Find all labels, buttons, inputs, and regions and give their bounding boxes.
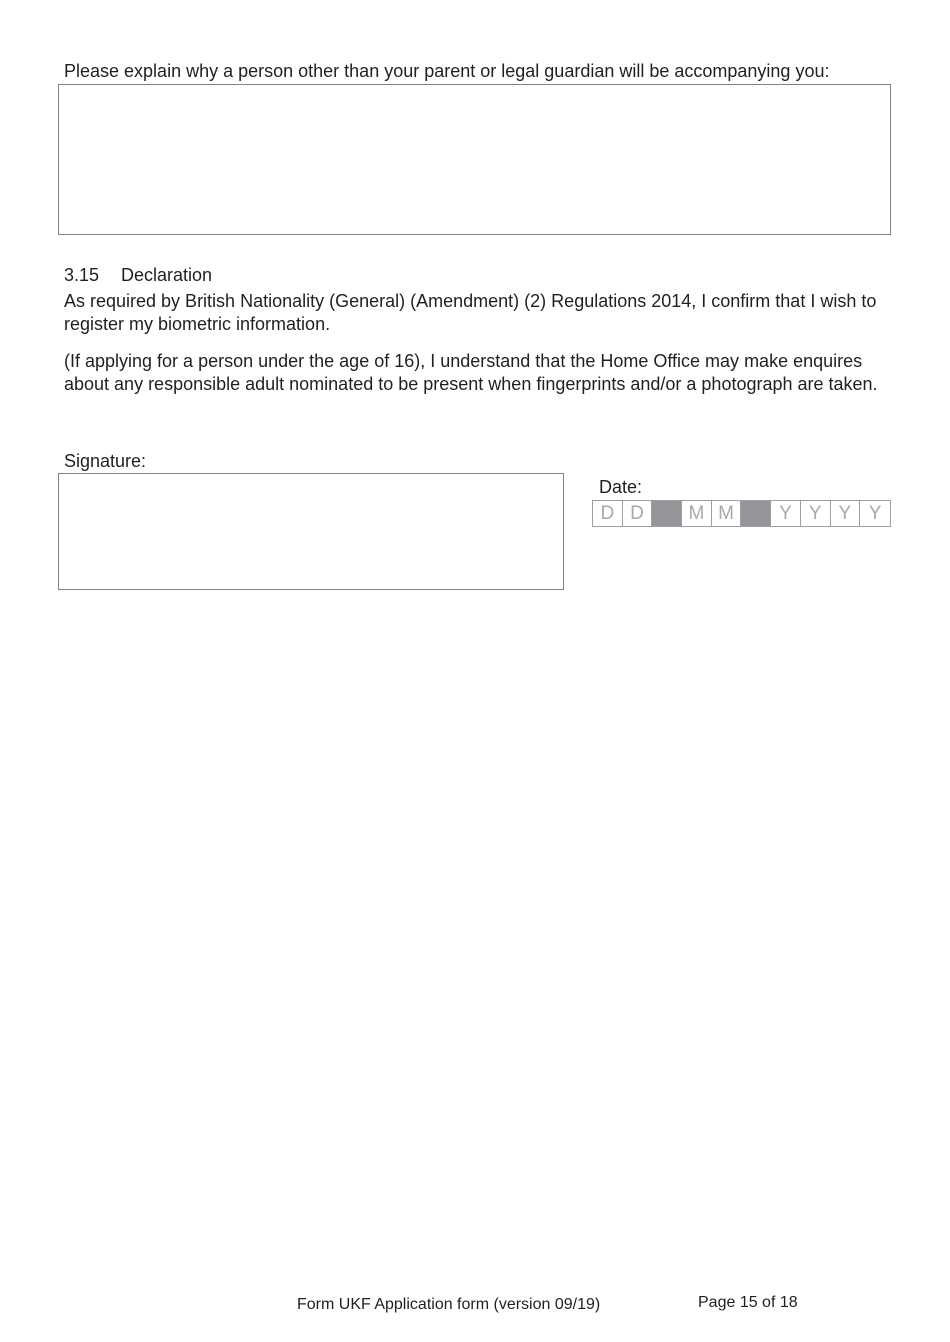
signature-box[interactable] bbox=[58, 473, 564, 590]
date-field[interactable] bbox=[592, 500, 891, 527]
date-separator-2 bbox=[741, 501, 771, 526]
declaration-paragraph-2: (If applying for a person under the age of 16), I understand that the Home Office may make enquires about any responsible adult nominated to be present when fingerprints and/or a photograph are taken. bbox=[64, 351, 878, 394]
section-title: Declaration bbox=[121, 265, 213, 285]
declaration-paragraph-1: As required by British Nationality (General) (Amendment) (2) Regulations 2014, I confirm that I wish to register my biometric information. bbox=[64, 291, 877, 334]
date-year-4[interactable]: Y bbox=[860, 501, 890, 526]
explain-question: Please explain why a person other than your parent or legal guardian will be accompanying you: bbox=[64, 61, 830, 81]
date-year-1[interactable]: Y bbox=[771, 501, 801, 526]
date-month-2[interactable]: M bbox=[712, 501, 742, 526]
signature-label: Signature: bbox=[64, 451, 147, 471]
date-month-1[interactable]: M bbox=[682, 501, 712, 526]
date-label: Date: bbox=[599, 477, 643, 497]
date-year-2[interactable]: Y bbox=[801, 501, 831, 526]
date-separator-1 bbox=[652, 501, 682, 526]
footer-form-name: Form UKF Application form (version 09/19) bbox=[297, 1296, 601, 1313]
date-day-2[interactable]: D bbox=[623, 501, 653, 526]
footer-page-number: Page 15 of 18 bbox=[698, 1294, 798, 1311]
section-number: 3.15 bbox=[64, 265, 100, 285]
date-day-1[interactable]: D bbox=[593, 501, 623, 526]
date-year-3[interactable]: Y bbox=[831, 501, 861, 526]
explain-answer-box[interactable] bbox=[58, 84, 891, 235]
